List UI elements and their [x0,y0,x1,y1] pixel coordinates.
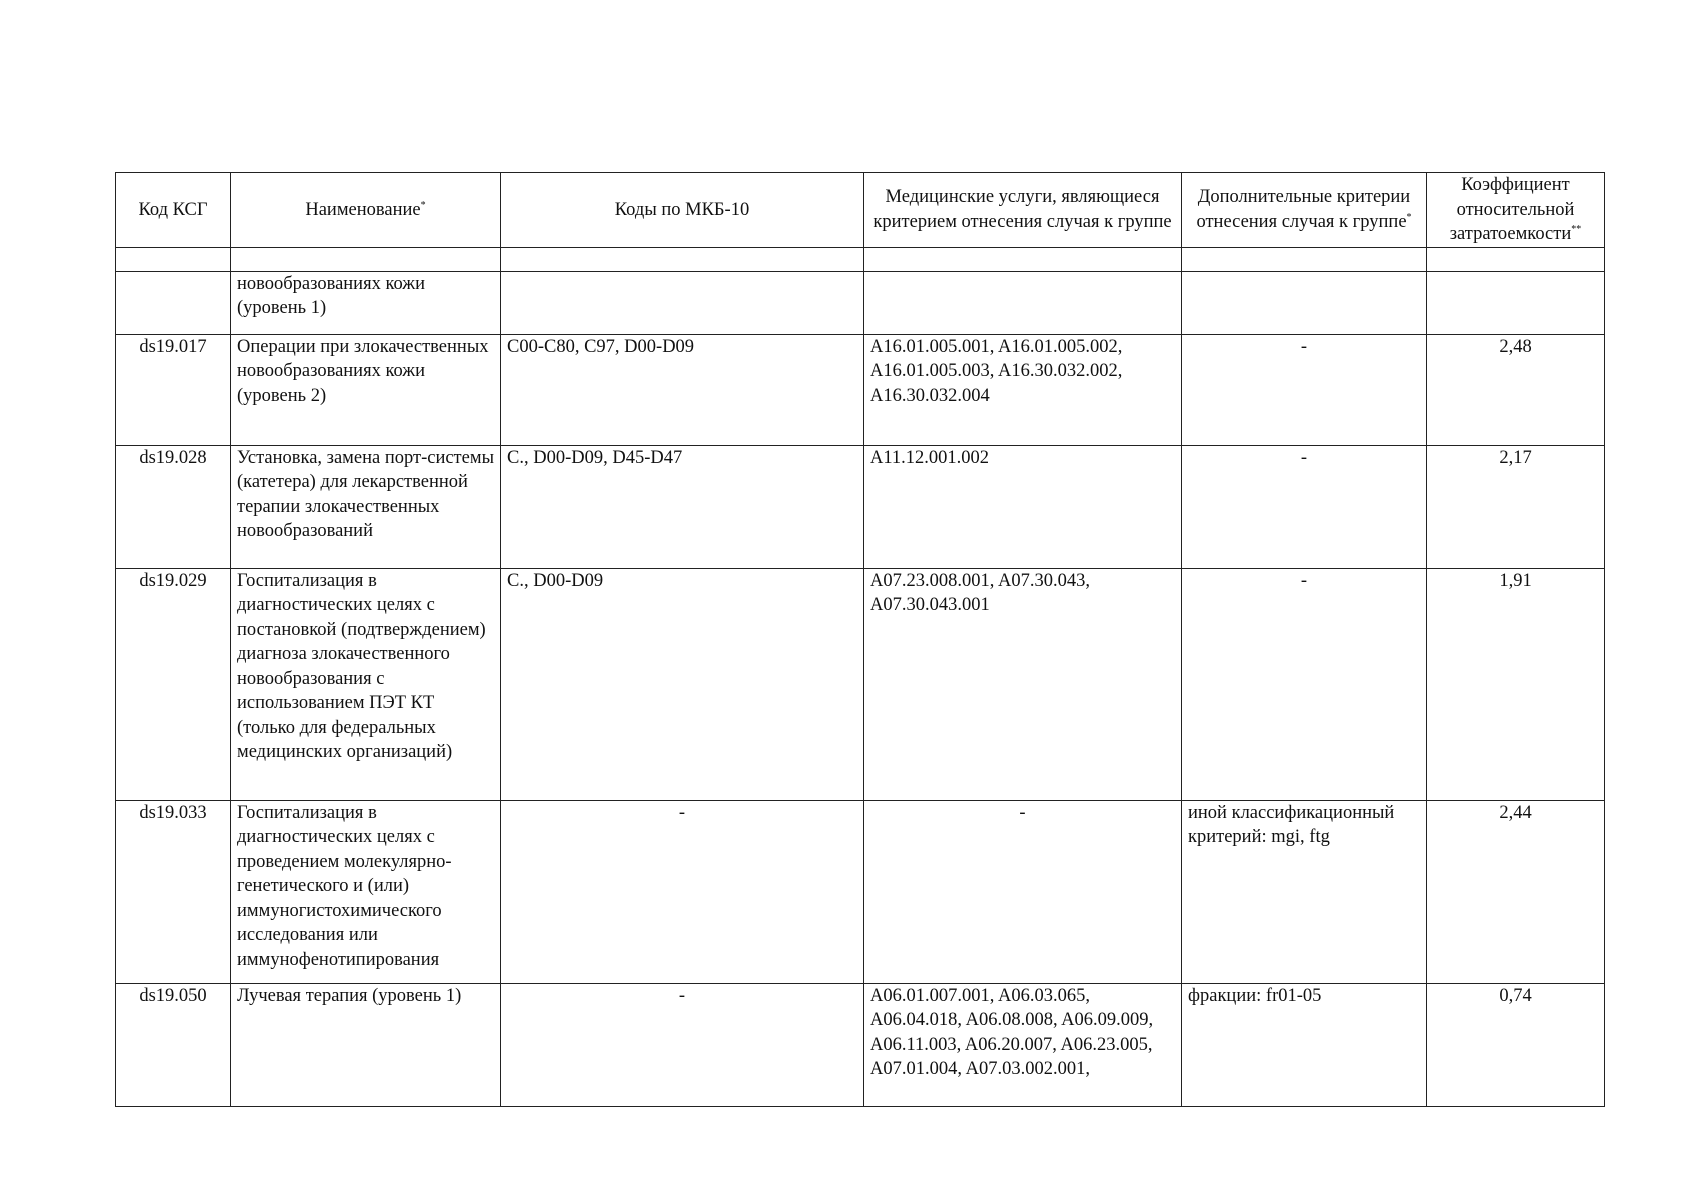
spacer-row [116,247,1605,271]
table-row [116,983,1605,1106]
cell-name: Операции при злокачественных новообразованиях кожи (уровень 2) [231,334,501,445]
ksg-table [115,172,1605,1107]
cell-services: A11.12.001.002 [864,445,1182,568]
table-row [116,334,1605,445]
cell-coefficient: 0,74 [1427,983,1605,1106]
cell-code: ds19.033 [116,800,231,983]
cell-coefficient: 2,17 [1427,445,1605,568]
table-row [116,445,1605,568]
cell-mkb: C00-C80, C97, D00-D09 [501,334,864,445]
cell-name: новообразованиях кожи (уровень 1) [231,271,501,334]
header-name: Наименование* [231,173,501,248]
table-row [116,271,1605,334]
cell-criteria [1182,271,1427,334]
header-mkb: Коды по МКБ-10 [501,173,864,248]
cell-services: A16.01.005.001, A16.01.005.002, A16.01.005.003, A16.30.032.002, A16.30.032.004 [864,334,1182,445]
cell-mkb: C., D00-D09 [501,568,864,800]
header-coefficient: Коэффициент относительной затратоемкости** [1427,173,1605,248]
cell-code: ds19.028 [116,445,231,568]
header-criteria: Дополнительные критерии отнесения случая к группе* [1182,173,1427,248]
table-row [116,568,1605,800]
cell-name: Установка, замена порт-системы (катетера) для лекарственной терапии злокачественных новообразований [231,445,501,568]
cell-code: ds19.050 [116,983,231,1106]
cell-services: A06.01.007.001, A06.03.065, A06.04.018, A06.08.008, A06.09.009, A06.11.003, A06.20.007, A06.23.005, A07.01.004, A07.03.002.001, [864,983,1182,1106]
cell-mkb: C., D00-D09, D45-D47 [501,445,864,568]
cell-mkb: - [501,800,864,983]
cell-coefficient: 2,44 [1427,800,1605,983]
cell-services: A07.23.008.001, A07.30.043, A07.30.043.001 [864,568,1182,800]
cell-coefficient: 1,91 [1427,568,1605,800]
cell-services: - [864,800,1182,983]
cell-name: Лучевая терапия (уровень 1) [231,983,501,1106]
cell-criteria: - [1182,445,1427,568]
cell-mkb [501,271,864,334]
cell-criteria: иной классификационный критерий: mgi, ftg [1182,800,1427,983]
cell-mkb: - [501,983,864,1106]
cell-services [864,271,1182,334]
cell-coefficient [1427,271,1605,334]
cell-code: ds19.017 [116,334,231,445]
header-services: Медицинские услуги, являющиеся критерием отнесения случая к группе [864,173,1182,248]
cell-name: Госпитализация в диагностических целях с постановкой (подтверждением) диагноза злокачественного новообразования с использованием ПЭТ КТ (только для федеральных медицинских организаций) [231,568,501,800]
cell-criteria: фракции: fr01-05 [1182,983,1427,1106]
cell-code: ds19.029 [116,568,231,800]
cell-code [116,271,231,334]
header-row [116,173,1605,248]
cell-coefficient: 2,48 [1427,334,1605,445]
cell-name: Госпитализация в диагностических целях с проведением молекулярно-генетического и (или) иммуногистохимического исследования или иммунофенотипирования [231,800,501,983]
cell-criteria: - [1182,568,1427,800]
header-code: Код КСГ [116,173,231,248]
cell-criteria: - [1182,334,1427,445]
table-row [116,800,1605,983]
